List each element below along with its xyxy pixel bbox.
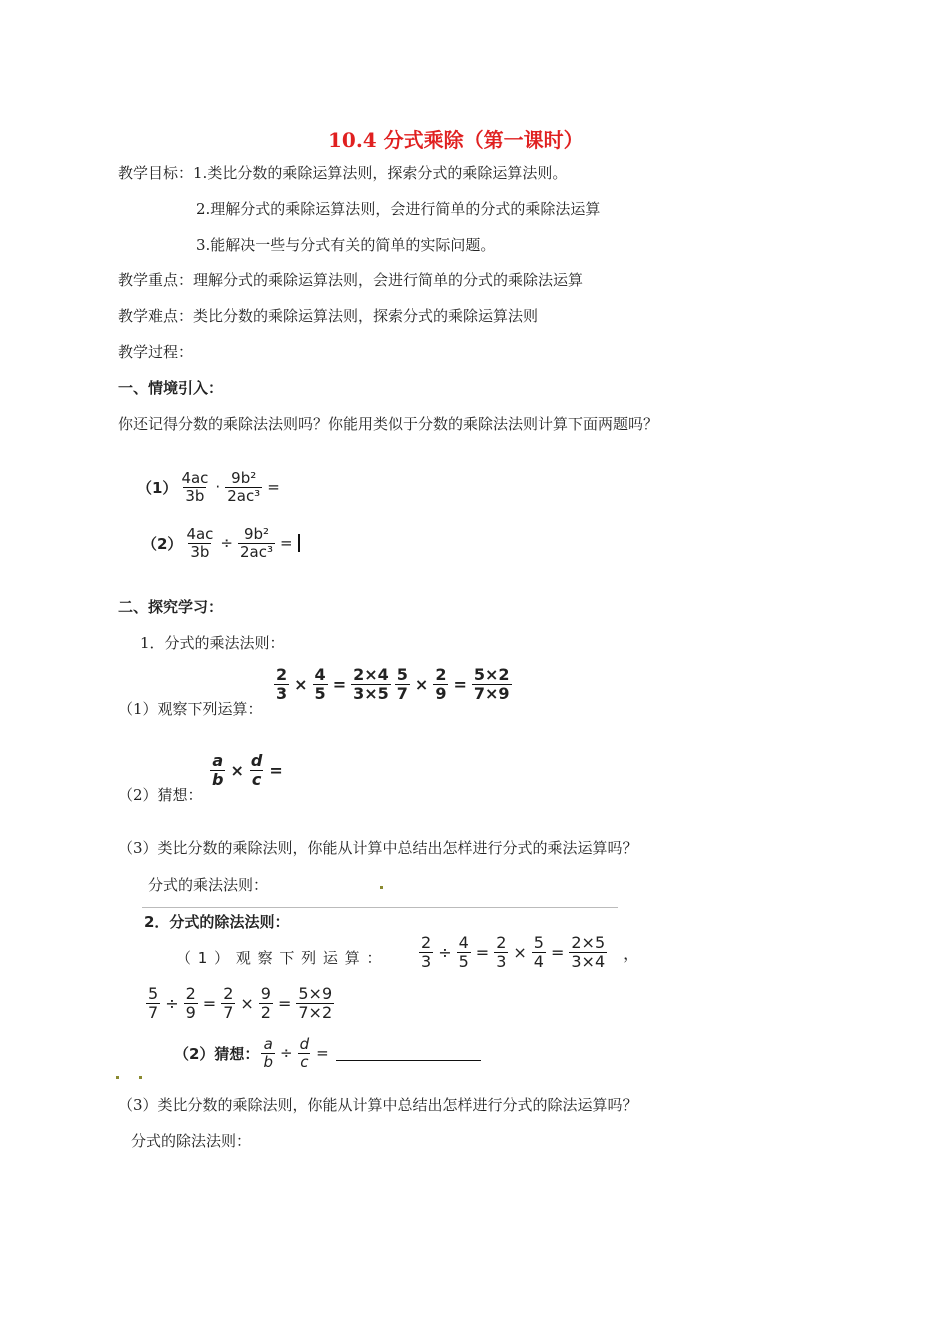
numerator: 4 [458,933,469,952]
denominator: 7 [396,683,408,703]
numerator: 9 [260,984,271,1003]
denominator: c [251,769,262,789]
numerator: d [250,751,263,770]
numerator: 2 [223,984,234,1003]
equals-sign: = [277,993,292,1013]
div-rule-label: 分式的除法法则： [131,1132,252,1150]
numerator: 2×5 [571,933,606,952]
div-example-2 [144,985,336,1021]
denominator: 7×9 [473,683,510,703]
difficulty: 教学难点：类比分数的乘除运算法则，探索分式的乘除运算法则 [118,307,539,325]
equals-sign: = [280,534,293,552]
speck [380,886,383,889]
fraction [221,985,235,1021]
guess-label: （2）猜想： [118,786,203,804]
fraction [179,470,210,504]
denominator: 3×4 [571,951,606,971]
div-guess [174,1036,481,1070]
objectives-item1 [118,163,567,183]
divide-sign: ÷ [279,1044,293,1062]
fraction [433,666,448,702]
comma: ， [623,943,640,963]
fraction [146,985,160,1021]
times-sign: × [513,942,527,962]
fraction [395,666,410,702]
equals-sign: = [269,760,283,780]
denominator: 2 [260,1002,271,1022]
equals-sign: = [475,942,490,962]
equals-sign: = [332,674,347,694]
fraction [457,934,471,970]
fraction [225,470,262,504]
observe-label: （1）观察下列运算： [118,700,263,718]
fraction [569,934,607,970]
equals-sign: = [267,478,280,496]
denominator: c [300,1052,309,1071]
text-cursor-icon [298,534,300,552]
fraction [261,1036,275,1070]
times-sign: × [414,674,429,694]
fraction [274,666,289,702]
numerator: 5 [533,933,544,952]
section1-heading: 一、情境引入： [118,379,224,397]
numerator: 2 [276,665,288,684]
numerator: 9b² [231,469,257,487]
numerator: 5×2 [473,665,510,684]
div-observe-label: （ 1 ） 观 察 下 列 运 算 ： [176,949,383,967]
answer-blank [336,1046,481,1061]
denominator: 5 [458,951,469,971]
numerator: 4 [314,665,326,684]
fraction [184,985,198,1021]
problem-1 [137,470,283,504]
div-example-1 [417,934,642,970]
fraction [296,985,334,1021]
denominator: b [212,769,224,789]
fraction [313,666,328,702]
numerator: 4ac [181,469,209,487]
numerator: 2 [185,984,196,1003]
times-sign: × [240,993,254,1013]
divide-sign: ÷ [165,993,179,1013]
times-sign: × [294,674,308,694]
mult-guess [208,752,286,788]
objective-2: 2.理解分式的乘除运算法则，会进行简单的分式的乘除法运算 [196,200,601,218]
multiply-dot: · [215,478,221,496]
numerator: 2 [421,933,432,952]
problem-2-label: （2） [142,534,183,553]
numerator: 2×4 [353,665,389,684]
denominator: 3b [185,486,205,505]
numerator: 5×9 [298,984,333,1003]
problem-2 [142,526,300,560]
problem-1-label: （1） [137,478,178,497]
fraction [298,1036,312,1070]
key-point: 教学重点：理解分式的乘除运算法则，会进行简单的分式的乘除法运算 [118,271,584,289]
divide-sign: ÷ [438,942,452,962]
denominator: 2ac³ [227,486,261,505]
mult-rule-label: 分式的乘法法则： [148,876,269,894]
denominator: 7 [223,1002,234,1022]
denominator: b [263,1052,273,1071]
mult-example [272,666,514,702]
fraction [532,934,546,970]
speck [116,1076,119,1079]
numerator: 4ac [186,525,214,543]
numerator: 9b² [243,525,270,543]
equals-sign: = [453,674,467,694]
denominator: 9 [185,1002,196,1022]
denominator: 3×5 [353,683,389,703]
denominator: 3b [190,542,210,561]
objective-1: 1.类比分数的乘除运算法则，探索分式的乘除运算法则。 [193,164,568,182]
numerator: 2 [496,933,507,952]
mult-title: 1．分式的乘法法则： [140,634,285,652]
fraction [238,526,275,560]
question-3-div: （3）类比分数的乘除法则，你能从计算中总结出怎样进行分式的除法运算吗？ [118,1096,638,1114]
denominator: 3 [276,683,288,703]
numerator: d [299,1035,310,1053]
numerator: 5 [396,665,408,684]
section1-question: 你还记得分数的乘除法法则吗？你能用类似于分数的乘除法法则计算下面两题吗？ [118,415,659,433]
fraction [472,666,512,702]
fraction [259,985,273,1021]
denominator: 9 [435,683,447,703]
numerator: a [212,751,224,770]
equals-sign: = [316,1044,329,1062]
process-label: 教学过程： [118,343,194,361]
fraction [419,934,433,970]
section2-heading: 二、探究学习： [118,598,224,616]
divide-sign: ÷ [220,534,233,552]
objectives-label: 教学目标： [118,164,194,182]
denominator: 5 [314,683,326,703]
page-title: 10.4 分式乘除（第一课时） [328,128,584,152]
denominator: 4 [533,951,544,971]
div-title: 2．分式的除法法则： [144,913,290,931]
equals-sign: = [202,993,217,1013]
fraction [210,752,225,788]
objective-3: 3.能解决一些与分式有关的简单的实际问题。 [196,236,496,254]
fraction [184,526,215,560]
speck [139,1076,142,1079]
question-3-mult: （3）类比分数的乘除法则，你能从计算中总结出怎样进行分式的乘法运算吗？ [118,839,638,857]
fraction [494,934,508,970]
denominator: 3 [496,951,507,971]
divider [142,907,618,908]
denominator: 7×2 [298,1002,333,1022]
denominator: 7 [148,1002,159,1022]
numerator: 5 [148,984,159,1003]
fraction [351,666,391,702]
times-sign: × [230,760,244,780]
div-guess-label: （2）猜想： [174,1044,260,1063]
fraction [249,752,264,788]
denominator: 3 [421,951,432,971]
equals-sign: = [550,942,565,962]
numerator: a [263,1035,273,1053]
numerator: 2 [435,665,447,684]
denominator: 2ac³ [240,542,273,561]
